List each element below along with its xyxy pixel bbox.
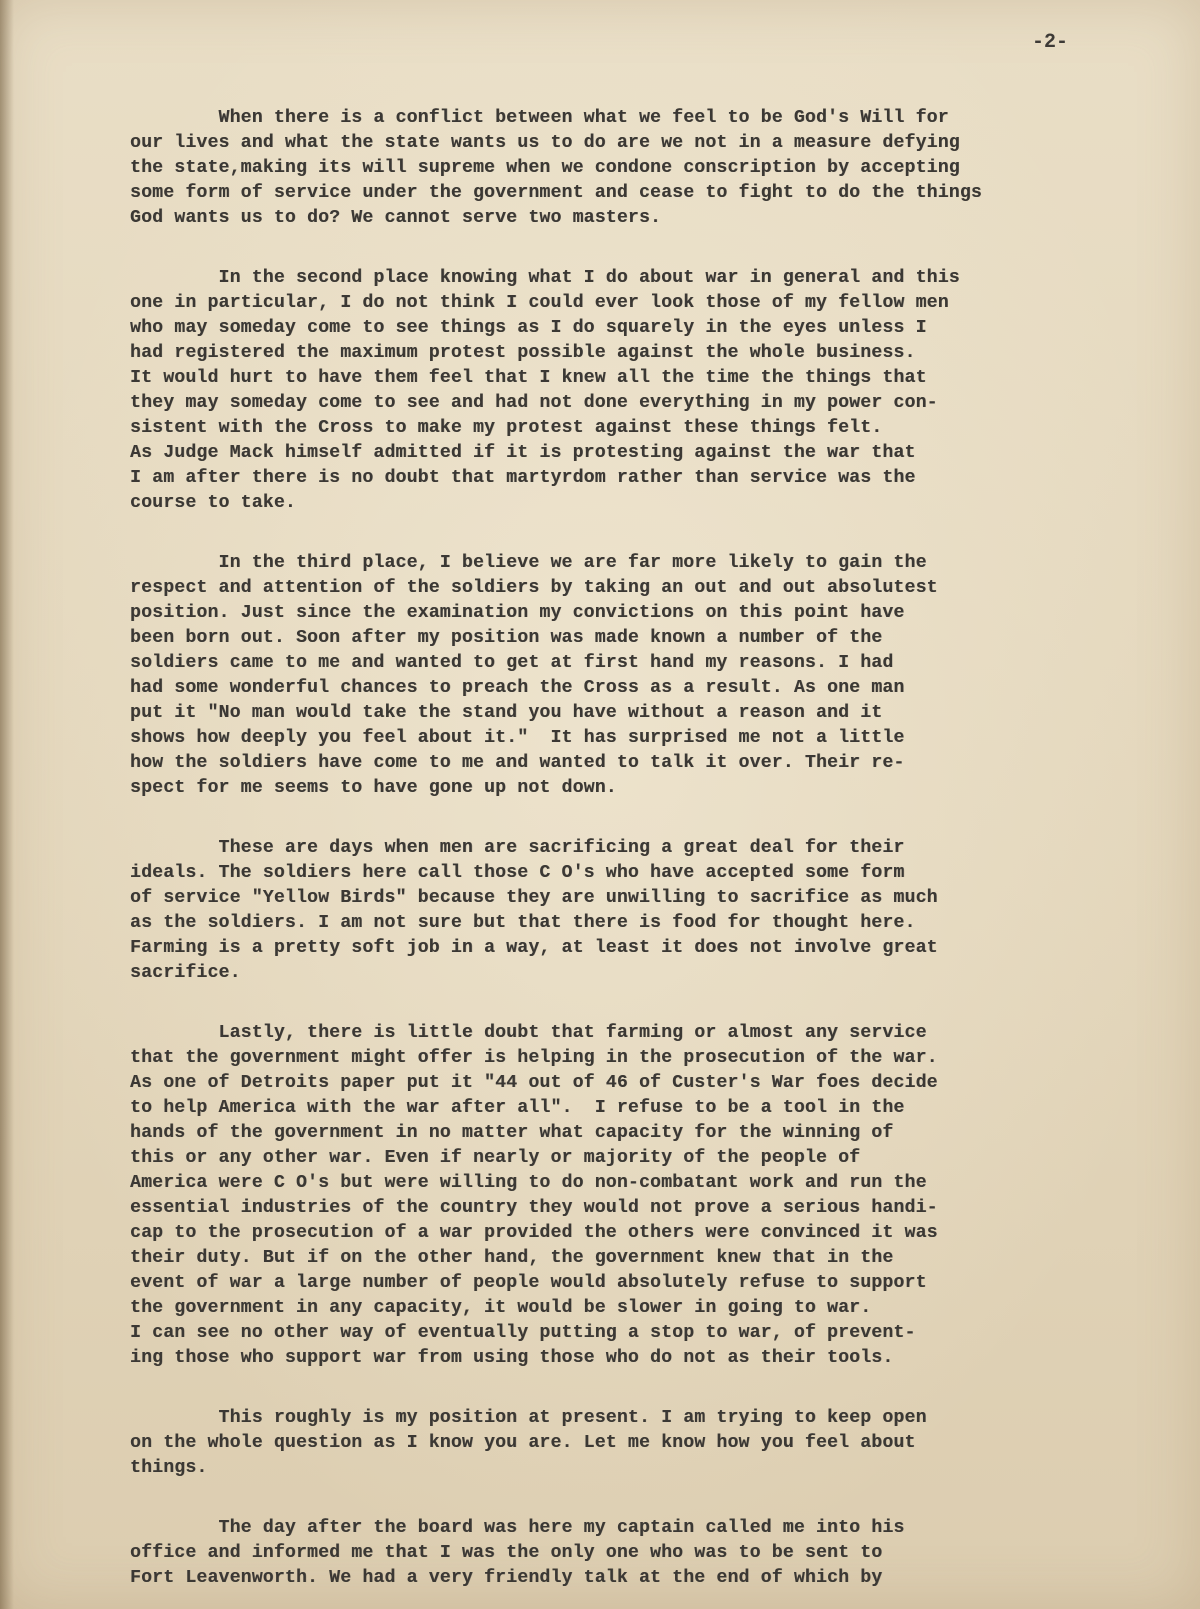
text-line: their duty. But if on the other hand, the government knew that in the [130,1248,894,1268]
paragraph [130,106,1130,231]
text-line: sacrifice. [130,963,241,983]
text-line: as the soldiers. I am not sure but that there is food for thought here. [130,913,916,933]
text-line: our lives and what the state wants us to do are we not in a measure defying [130,133,960,153]
text-line: had some wonderful chances to preach the Cross as a result. As one man [130,678,905,698]
text-line: the state,making its will supreme when we condone conscription by accepting [130,158,960,178]
text-line: cap to the prosecution of a war provided the others were convinced it was [130,1223,938,1243]
text-line: hands of the government in no matter what capacity for the winning of [130,1123,894,1143]
paragraph [130,266,1130,516]
text-line: on the whole question as I know you are. Let me know how you feel about [130,1433,916,1453]
text-line: In the third place, I believe we are far more likely to gain the [130,553,927,573]
text-line: had registered the maximum protest possible against the whole business. [130,343,916,363]
text-line: When there is a conflict between what we feel to be God's Will for [130,108,949,128]
text-line: event of war a large number of people would absolutely refuse to support [130,1273,927,1293]
text-line: As Judge Mack himself admitted if it is protesting against the war that [130,443,916,463]
text-line: of service "Yellow Birds" because they are unwilling to sacrifice as much [130,888,938,908]
text-line: sistent with the Cross to make my protest against these things felt. [130,418,883,438]
text-line: who may someday come to see things as I do squarely in the eyes unless I [130,318,927,338]
text-line: I am after there is no doubt that martyrdom rather than service was the [130,468,916,488]
text-line: spect for me seems to have gone up not down. [130,778,617,798]
text-line: how the soldiers have come to me and wanted to talk it over. Their re- [130,753,905,773]
text-line: Farming is a pretty soft job in a way, at least it does not involve great [130,938,938,958]
paragraph [130,551,1130,801]
letter-body [130,106,1130,1609]
text-line: These are days when men are sacrificing a great deal for their [130,838,905,858]
text-line: It would hurt to have them feel that I knew all the time the things that [130,368,927,388]
text-line: things. [130,1458,208,1478]
paragraph [130,1021,1130,1371]
text-line: ideals. The soldiers here call those C O's who have accepted some form [130,863,905,883]
page-edge-shadow [0,0,14,1609]
paragraph [130,1516,1130,1591]
text-line: been born out. Soon after my position was made known a number of the [130,628,883,648]
text-line: one in particular, I do not think I could ever look those of my fellow men [130,293,949,313]
text-line: This roughly is my position at present. I am trying to keep open [130,1408,927,1428]
text-line: In the second place knowing what I do about war in general and this [130,268,960,288]
text-line: position. Just since the examination my convictions on this point have [130,603,905,623]
text-line: course to take. [130,493,296,513]
text-line: God wants us to do? We cannot serve two masters. [130,208,662,228]
text-line: the government in any capacity, it would be slower in going to war. [130,1298,872,1318]
text-line: The day after the board was here my captain called me into his [130,1518,905,1538]
text-line: to help America with the war after all". I refuse to be a tool in the [130,1098,905,1118]
text-line: Fort Leavenworth. We had a very friendly talk at the end of which by [130,1568,883,1588]
page-number: -2- [1031,31,1068,54]
paragraph [130,836,1130,986]
text-line: they may someday come to see and had not done everything in my power con- [130,393,938,413]
text-line: America were C O's but were willing to do non-combatant work and run the [130,1173,927,1193]
text-line: some form of service under the government and cease to fight to do the things [130,183,982,203]
text-line: office and informed me that I was the only one who was to be sent to [130,1543,883,1563]
text-line: respect and attention of the soldiers by taking an out and out absolutest [130,578,938,598]
text-line: this or any other war. Even if nearly or majority of the people of [130,1148,861,1168]
text-line: put it "No man would take the stand you have without a reason and it [130,703,883,723]
text-line: I can see no other way of eventually putting a stop to war, of prevent- [130,1323,916,1343]
text-line: soldiers came to me and wanted to get at first hand my reasons. I had [130,653,894,673]
text-line: As one of Detroits paper put it "44 out of 46 of Custer's War foes decide [130,1073,938,1093]
paragraph [130,1406,1130,1481]
text-line: that the government might offer is helping in the prosecution of the war. [130,1048,938,1068]
text-line: ing those who support war from using those who do not as their tools. [130,1348,894,1368]
text-line: essential industries of the country they would not prove a serious handi- [130,1198,938,1218]
text-line: Lastly, there is little doubt that farming or almost any service [130,1023,927,1043]
text-line: shows how deeply you feel about it." It has surprised me not a little [130,728,905,748]
